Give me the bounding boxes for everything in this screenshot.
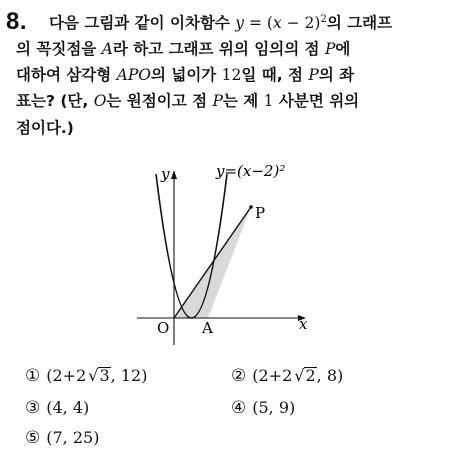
question-text: 는 원점이고 점 [106, 92, 213, 110]
question-text: 다음 그림과 같이 이차함수 [49, 14, 236, 32]
sqrt-icon: √ [88, 366, 99, 385]
math-var: P [212, 92, 223, 110]
choice-text: (5, 9) [252, 398, 296, 417]
choice-1[interactable] [25, 366, 147, 386]
math-number: 12 [221, 66, 242, 84]
question-text: 는 제 [222, 92, 264, 110]
label-point-P: P [255, 204, 266, 222]
choice-3[interactable] [25, 398, 89, 418]
question-text: 에 [335, 40, 351, 58]
question-text: 의 좌 [318, 66, 355, 84]
choice-marker: ① [25, 366, 41, 386]
choice-4[interactable] [231, 398, 295, 418]
y-axis-arrow [171, 170, 177, 179]
label-origin: O [157, 319, 170, 337]
choice-radicand: 2 [305, 366, 316, 385]
choice-5[interactable] [25, 428, 99, 448]
question-text: 사분면 위의 [273, 92, 360, 110]
math-text: = ( [244, 14, 273, 32]
question-text: 라 하고 그래프 위의 임의의 점 [112, 40, 325, 58]
math-var: y [235, 14, 245, 32]
question-text: 의 그래프 [326, 14, 393, 32]
choice-text: , 12) [110, 366, 148, 385]
math-var: O [93, 92, 107, 110]
point-P [249, 205, 253, 209]
choice-text: (2+2 [46, 366, 87, 385]
choice-2[interactable] [231, 366, 343, 386]
label-vertex-A: A [202, 319, 213, 337]
choice-text: (2+2 [252, 366, 293, 385]
sqrt-icon: √ [294, 366, 305, 385]
choice-text: (4, 4) [46, 398, 90, 417]
math-text: − 2) [281, 14, 321, 32]
question-line-5: 점이다.) [16, 119, 74, 137]
question-text: 표는? (단, [16, 92, 94, 110]
label-equation: y=(x−2)² [216, 162, 286, 180]
math-var: P [308, 66, 319, 84]
question-text: 의 넓이가 [150, 66, 222, 84]
math-var: P [324, 40, 336, 58]
choice-text: (7, 25) [46, 428, 100, 447]
choice-marker: ⑤ [25, 428, 41, 448]
label-y-axis: y [161, 165, 170, 183]
label-x-axis: x [299, 315, 308, 333]
math-number: 1 [263, 92, 274, 110]
math-var: x [272, 14, 282, 32]
question-text: 대하여 삼각형 [16, 66, 117, 84]
choice-radicand: 3 [99, 366, 110, 385]
question-text: 의 꼭짓점을 [16, 40, 102, 58]
choice-marker: ④ [231, 398, 247, 418]
choice-text: , 8) [316, 366, 344, 385]
math-exponent: 2 [320, 14, 327, 25]
math-var: A [101, 40, 113, 58]
choice-marker: ② [231, 366, 247, 386]
question-number: 8. [6, 8, 28, 35]
choice-marker: ③ [25, 398, 41, 418]
math-var: APO [116, 66, 151, 84]
question-text: 일 때, 점 [241, 66, 309, 84]
